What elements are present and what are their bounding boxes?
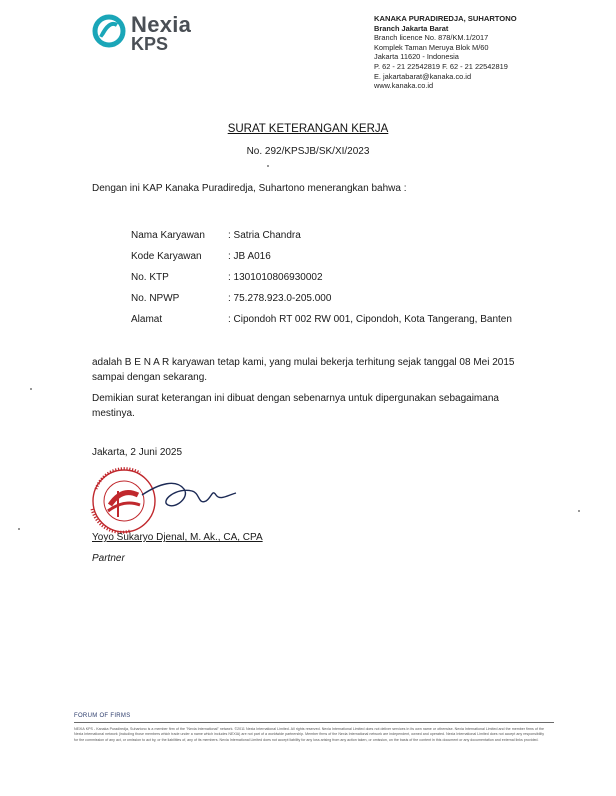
field-value-code: : JB A016 [228, 251, 271, 262]
letter-title: SURAT KETERANGAN KERJA [227, 123, 389, 135]
footer-disclaimer: NEXIA KPS - Kanaka Puradiredja, Suhartono is a member firm of the "Nexia International" network. ©2011 Nexia International Limited. All rights reserved. Nexia International Limited does not deliver services in its own name or otherwise. Nexia International Limited and the member firms of the Nexia International network (including those members which trade under a name which includes NEXIA) are not part of a worldwide partnership. Member firms of the Nexia International network are independent, owned and operated. Nexia International Limited does not accept any responsibility for the commission of any act, or omission to act by, or the liabilities of, any of its members. Nexia International Limited does not accept liability for any loss arising from any action taken, or omission, on the basis of the content in this document or any documentation and external links provided. [74, 727, 544, 742]
letter-number: No. 292/KPSJB/SK/XI/2023 [246, 146, 370, 157]
field-value-npwp: : 75.278.923.0-205.000 [228, 293, 332, 304]
firm-header [374, 14, 614, 91]
signer-role: Partner [92, 553, 125, 564]
firm-phone: P. 62 - 21 22542819 F. 62 - 21 22542819 [374, 61, 508, 71]
place-date: Jakarta, 2 Juni 2025 [92, 447, 183, 458]
ink-dot [578, 510, 580, 512]
signer-name: Yoyo Sukaryo Djenal, M. Ak., CA, CPA [92, 532, 263, 543]
ink-dot [30, 388, 32, 390]
forum-of-firms-logo: FORUM OF FIRMS [74, 713, 131, 719]
field-value-address: : Cipondoh RT 002 RW 001, Cipondoh, Kota Tangerang, Banten [228, 314, 512, 325]
field-label-address: Alamat [131, 314, 163, 325]
field-label-ktp: No. KTP [131, 272, 169, 283]
brand-subname: KPS [131, 34, 169, 54]
ink-dot [267, 165, 269, 167]
firm-website: www.kanaka.co.id [374, 81, 434, 91]
field-value-name: : Satria Chandra [228, 230, 301, 241]
employment-statement: adalah B E N A R karyawan tetap kami, yang mulai bekerja terhitung sejak tanggal 08 Mei 2015 sampai dengan sekarang. [92, 357, 515, 383]
firm-licence: Branch licence No. 878/KM.1/2017 [374, 33, 489, 43]
field-value-ktp: : 1301010806930002 [228, 272, 323, 283]
brand-name: Nexia [131, 12, 192, 37]
company-stamp-icon [80, 465, 310, 535]
closing-paragraph: Demikian surat keterangan ini dibuat dengan sebenarnya untuk dipergunakan sebagaimana mestinya. [92, 393, 499, 419]
firm-name: KANAKA PURADIREDJA, SUHARTONO [374, 14, 517, 23]
firm-branch: Branch Jakarta Barat [374, 23, 449, 33]
footer-divider [74, 722, 554, 723]
firm-email: E. jakartabarat@kanaka.co.id [374, 71, 472, 81]
field-label-name: Nama Karyawan [131, 230, 205, 241]
nexia-logo-icon [92, 14, 126, 48]
ink-dot [18, 528, 20, 530]
field-label-code: Kode Karyawan [131, 251, 202, 262]
firm-address-1: Komplek Taman Meruya Blok M/60 [374, 42, 489, 52]
firm-address-2: Jakarta 11620 - Indonesia [374, 52, 459, 62]
letter-intro: Dengan ini KAP Kanaka Puradiredja, Suhartono menerangkan bahwa : [92, 183, 407, 194]
field-label-npwp: No. NPWP [131, 293, 180, 304]
